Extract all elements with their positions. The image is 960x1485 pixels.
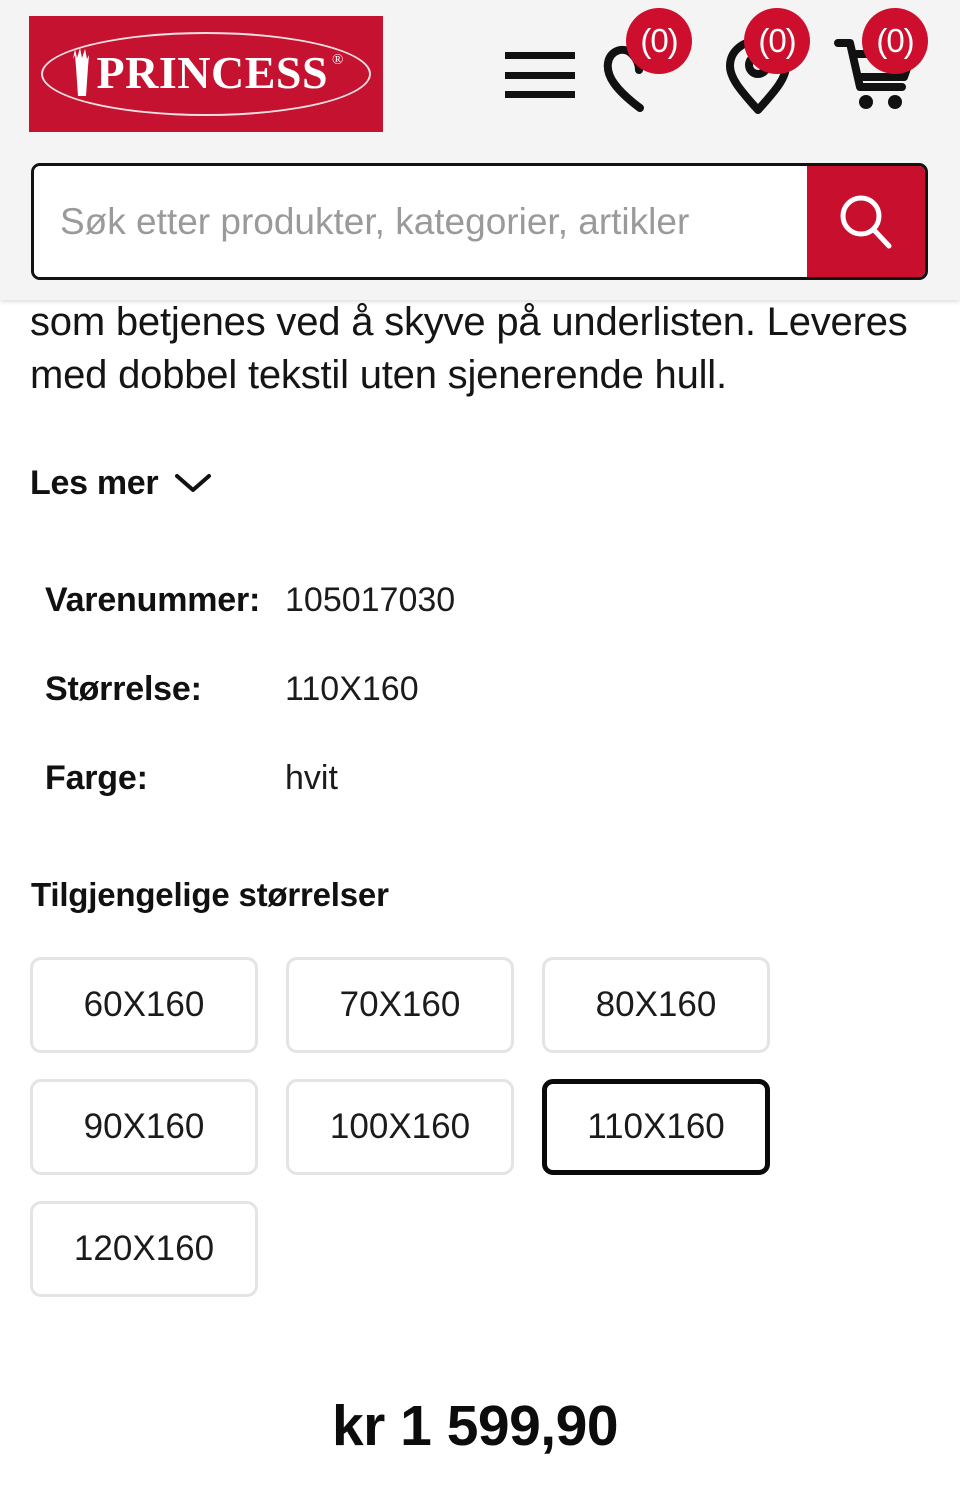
search-input[interactable] [34,166,807,277]
spec-label: Farge: [45,759,148,797]
hamburger-line [505,52,575,59]
spec-row [45,670,930,709]
size-option-60x160[interactable]: 60X160 [30,957,258,1053]
size-option-80x160[interactable]: 80X160 [542,957,770,1053]
chevron-down-icon [174,464,212,503]
logo-text: PRINCESS [96,47,329,98]
size-option-90x160[interactable]: 90X160 [30,1079,258,1175]
logo-inner [41,26,371,122]
crown-tower-icon [69,47,95,99]
size-option-110x160[interactable]: 110X160 [542,1079,770,1175]
spec-row [45,581,930,620]
spec-row [45,759,930,798]
available-sizes-title: Tilgjengelige størrelser [31,876,389,913]
princess-logo[interactable] [29,16,383,132]
hamburger-line [505,72,575,79]
product-specs [30,581,930,798]
spec-label: Størrelse: [45,670,202,708]
size-option-100x160[interactable]: 100X160 [286,1079,514,1175]
header-top-bar [0,0,960,150]
spec-label: Varenummer: [45,581,261,619]
store-locator-button[interactable] [716,22,800,118]
spec-value: hvit [285,759,338,797]
cart-button[interactable] [834,22,918,118]
size-option-70x160[interactable]: 70X160 [286,957,514,1053]
size-option-120x160[interactable]: 120X160 [30,1201,258,1297]
logo-registered-mark: ® [332,52,344,68]
read-more-label: Les mer [30,464,159,502]
search-submit-button[interactable] [807,166,925,277]
hamburger-line [505,91,575,98]
hamburger-menu-icon[interactable] [505,48,575,102]
read-more-toggle[interactable] [30,464,212,503]
wishlist-count-badge: (0) [626,8,692,74]
spec-value: 110X160 [285,670,419,708]
spec-value: 105017030 [285,581,456,619]
search-bar[interactable] [31,163,928,280]
wishlist-button[interactable] [598,22,682,118]
logo-wordmark [69,47,344,99]
cart-count-badge: (0) [862,8,928,74]
store-locator-count-badge: (0) [744,8,810,74]
size-selector [30,957,830,1297]
product-description: som betjenes ved å skyve på underlisten. Leveres med dobbel tekstil uten sjenerende hull. [30,300,908,397]
search-magnifier-icon [833,189,899,255]
product-price: kr 1 599,90 [331,1394,619,1458]
site-header [0,0,960,300]
